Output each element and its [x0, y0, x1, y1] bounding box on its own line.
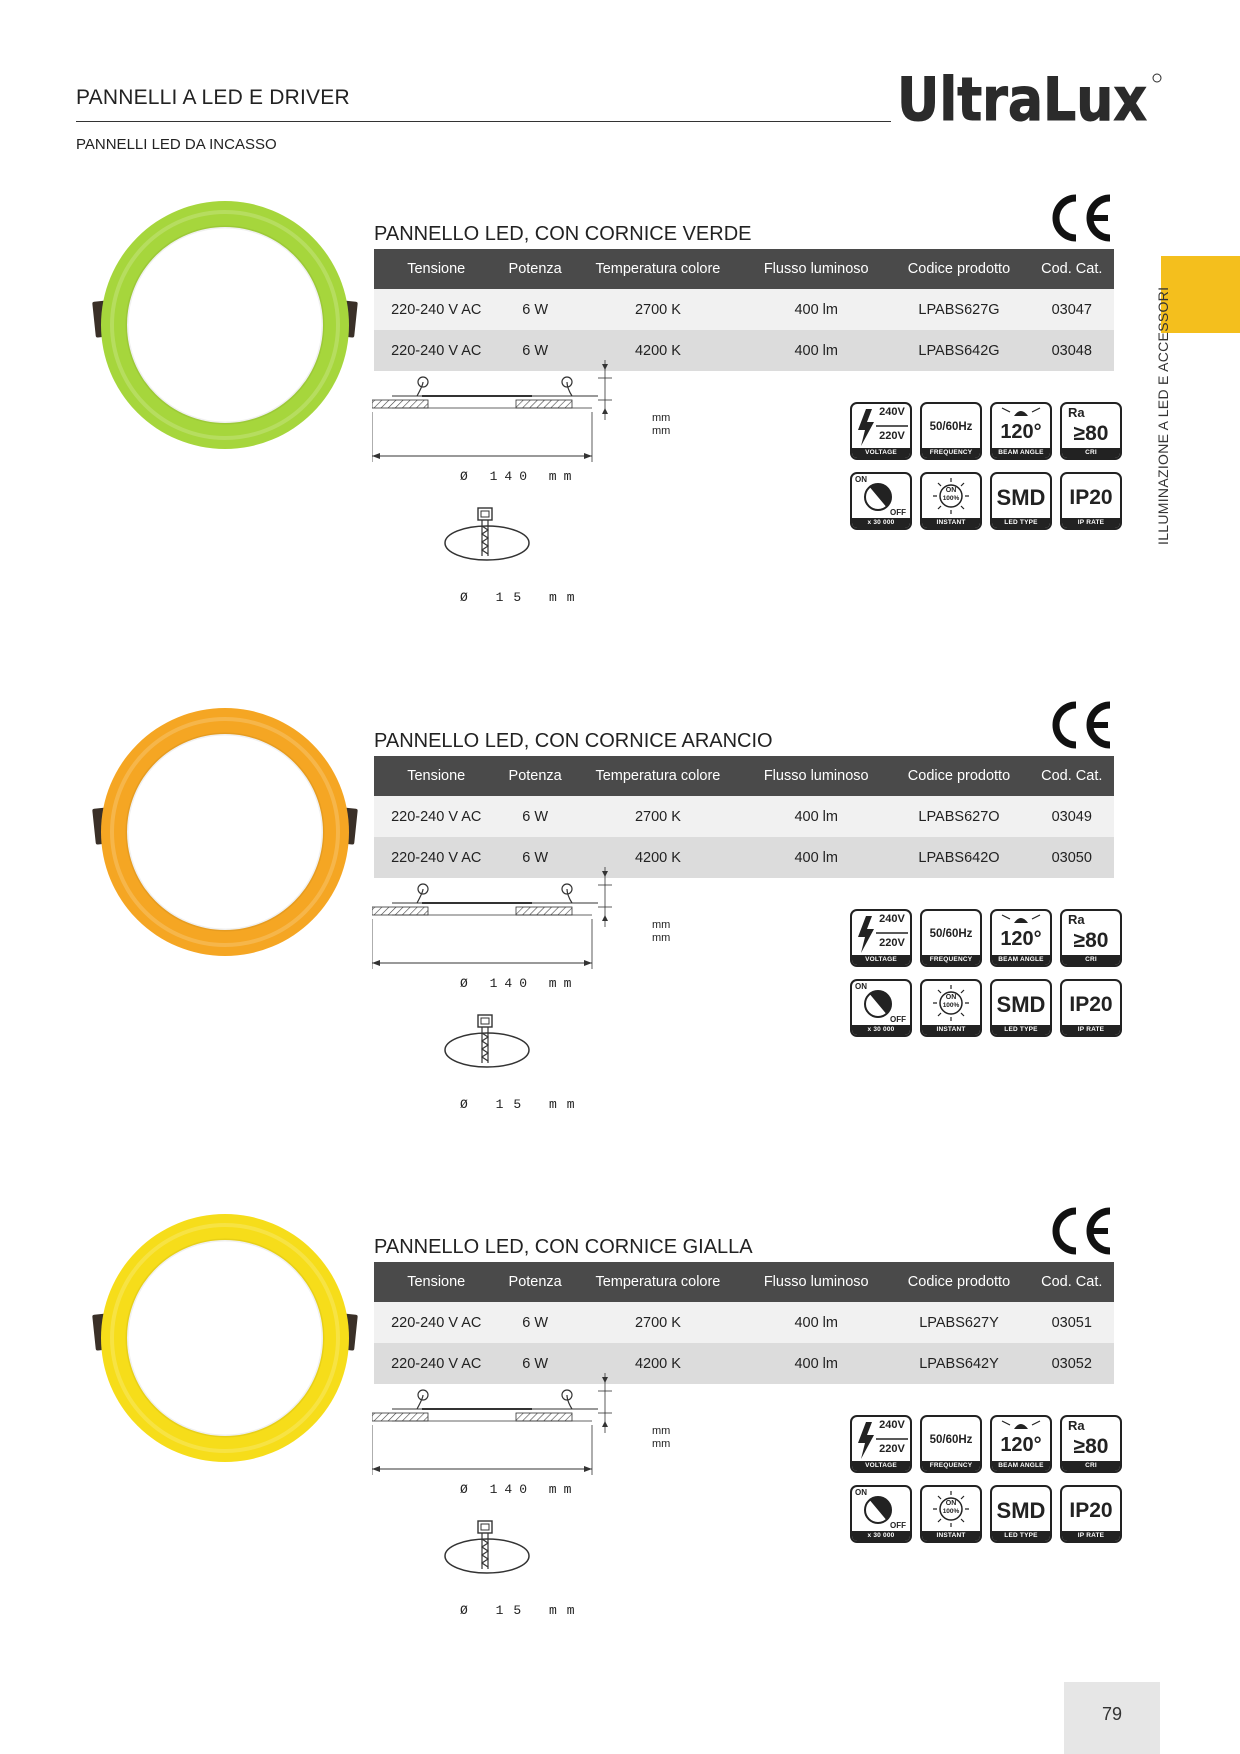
outer-diameter-label: Ø 140 mm: [460, 976, 579, 991]
column-header: Cod. Cat.: [1030, 1262, 1114, 1302]
table-cell: LPABS642G: [888, 330, 1029, 371]
feature-icons: [850, 402, 1122, 532]
mm-label: mm mm: [652, 919, 671, 944]
ip-rate-icon: IP20 IP RATE: [1060, 1485, 1122, 1543]
table-row: [374, 1302, 1114, 1343]
header-divider: [76, 121, 891, 122]
switching-icon: ON OFF x 30 000: [850, 1485, 912, 1543]
category-label: ILLUMINAZIONE A LED E ACCESSORI: [1155, 286, 1171, 545]
table-cell: 03047: [1030, 289, 1114, 330]
beam-angle-icon: 120° BEAM ANGLE: [990, 402, 1052, 460]
instant-icon: ON 100% INSTANT: [920, 979, 982, 1037]
column-header: Codice prodotto: [888, 1262, 1029, 1302]
table-cell: LPABS627O: [888, 796, 1029, 837]
spec-table: [374, 1262, 1114, 1384]
table-cell: 03050: [1030, 837, 1114, 878]
table-cell: 400 lm: [744, 1343, 888, 1384]
table-cell: 400 lm: [744, 289, 888, 330]
product-section: [0, 1203, 1240, 1673]
frequency-icon: 50/60Hz FREQUENCY: [920, 909, 982, 967]
section-subtitle: PANNELLI LED DA INCASSO: [76, 136, 277, 153]
column-header: Temperatura colore: [572, 756, 744, 796]
cri-icon: Ra ≥80 CRI: [1060, 402, 1122, 460]
table-cell: 6 W: [498, 1302, 571, 1343]
cutout-diameter-label: Ø 15 mm: [460, 1603, 585, 1618]
outer-diameter-label: Ø 140 mm: [460, 469, 579, 484]
column-header: Potenza: [498, 1262, 571, 1302]
column-header: Tensione: [374, 1262, 498, 1302]
ip-rate-icon: IP20 IP RATE: [1060, 979, 1122, 1037]
table-cell: 400 lm: [744, 330, 888, 371]
table-header-row: [374, 1262, 1114, 1302]
outer-diameter-label: Ø 140 mm: [460, 1482, 579, 1497]
page-number: 79: [1064, 1682, 1160, 1754]
table-cell: 6 W: [498, 837, 571, 878]
table-cell: 2700 K: [572, 796, 744, 837]
column-header: Potenza: [498, 249, 571, 289]
table-cell: 4200 K: [572, 837, 744, 878]
spec-table: [374, 249, 1114, 371]
table-cell: LPABS627G: [888, 289, 1029, 330]
product-title: PANNELLO LED, CON CORNICE VERDE: [374, 223, 752, 245]
cutout-diameter-label: Ø 15 mm: [460, 1097, 585, 1112]
table-header-row: [374, 249, 1114, 289]
column-header: Tensione: [374, 756, 498, 796]
table-cell: 400 lm: [744, 1302, 888, 1343]
ip-rate-icon: IP20 IP RATE: [1060, 472, 1122, 530]
mm-label: mm mm: [652, 412, 671, 437]
column-header: Codice prodotto: [888, 756, 1029, 796]
column-header: Codice prodotto: [888, 249, 1029, 289]
table-cell: 6 W: [498, 796, 571, 837]
ce-mark-icon: [1044, 190, 1116, 246]
column-header: Flusso luminoso: [744, 1262, 888, 1302]
frequency-icon: 50/60Hz FREQUENCY: [920, 402, 982, 460]
product-image: [90, 1203, 360, 1473]
table-cell: LPABS642O: [888, 837, 1029, 878]
table-cell: 400 lm: [744, 796, 888, 837]
product-title: PANNELLO LED, CON CORNICE ARANCIO: [374, 730, 773, 752]
column-header: Tensione: [374, 249, 498, 289]
table-cell: 03051: [1030, 1302, 1114, 1343]
voltage-icon: 240V 220V VOLTAGE: [850, 402, 912, 460]
table-cell: 03048: [1030, 330, 1114, 371]
ce-mark-icon: [1044, 1203, 1116, 1259]
table-cell: LPABS642Y: [888, 1343, 1029, 1384]
column-header: Flusso luminoso: [744, 756, 888, 796]
table-row: [374, 289, 1114, 330]
table-cell: 2700 K: [572, 1302, 744, 1343]
column-header: Potenza: [498, 756, 571, 796]
product-image: [90, 190, 360, 460]
beam-angle-icon: 120° BEAM ANGLE: [990, 1415, 1052, 1473]
cri-icon: Ra ≥80 CRI: [1060, 1415, 1122, 1473]
voltage-icon: 240V 220V VOLTAGE: [850, 909, 912, 967]
table-cell: 220-240 V AC: [374, 289, 498, 330]
led-type-icon: SMD LED TYPE: [990, 472, 1052, 530]
ce-mark-icon: [1044, 697, 1116, 753]
instant-icon: ON 100% INSTANT: [920, 472, 982, 530]
beam-angle-icon: 120° BEAM ANGLE: [990, 909, 1052, 967]
table-cell: 220-240 V AC: [374, 1343, 498, 1384]
table-cell: 220-240 V AC: [374, 796, 498, 837]
table-cell: 220-240 V AC: [374, 837, 498, 878]
table-cell: 220-240 V AC: [374, 1302, 498, 1343]
product-title: PANNELLO LED, CON CORNICE GIALLA: [374, 1236, 753, 1258]
ultralux-logo: [895, 66, 1165, 128]
table-header-row: [374, 756, 1114, 796]
led-type-icon: SMD LED TYPE: [990, 1485, 1052, 1543]
table-cell: 4200 K: [572, 1343, 744, 1384]
svg-text:UltraLux: UltraLux: [897, 66, 1147, 128]
table-cell: 03049: [1030, 796, 1114, 837]
feature-icons: [850, 909, 1122, 1039]
table-cell: 400 lm: [744, 837, 888, 878]
table-cell: 03052: [1030, 1343, 1114, 1384]
product-image: [90, 697, 360, 967]
table-cell: 4200 K: [572, 330, 744, 371]
table-cell: 6 W: [498, 289, 571, 330]
table-cell: LPABS627Y: [888, 1302, 1029, 1343]
table-cell: 6 W: [498, 330, 571, 371]
product-section: [0, 190, 1240, 660]
led-type-icon: SMD LED TYPE: [990, 979, 1052, 1037]
table-cell: 6 W: [498, 1343, 571, 1384]
column-header: Cod. Cat.: [1030, 756, 1114, 796]
cutout-diameter-label: Ø 15 mm: [460, 590, 585, 605]
voltage-icon: 240V 220V VOLTAGE: [850, 1415, 912, 1473]
table-row: [374, 796, 1114, 837]
cri-icon: Ra ≥80 CRI: [1060, 909, 1122, 967]
column-header: Flusso luminoso: [744, 249, 888, 289]
column-header: Temperatura colore: [572, 249, 744, 289]
product-section: [0, 697, 1240, 1167]
table-cell: 220-240 V AC: [374, 330, 498, 371]
column-header: Temperatura colore: [572, 1262, 744, 1302]
section-title: PANNELLI A LED E DRIVER: [76, 86, 350, 109]
table-cell: 2700 K: [572, 289, 744, 330]
switching-icon: ON OFF x 30 000: [850, 472, 912, 530]
mm-label: mm mm: [652, 1425, 671, 1450]
switching-icon: ON OFF x 30 000: [850, 979, 912, 1037]
feature-icons: [850, 1415, 1122, 1545]
frequency-icon: 50/60Hz FREQUENCY: [920, 1415, 982, 1473]
column-header: Cod. Cat.: [1030, 249, 1114, 289]
spec-table: [374, 756, 1114, 878]
instant-icon: ON 100% INSTANT: [920, 1485, 982, 1543]
